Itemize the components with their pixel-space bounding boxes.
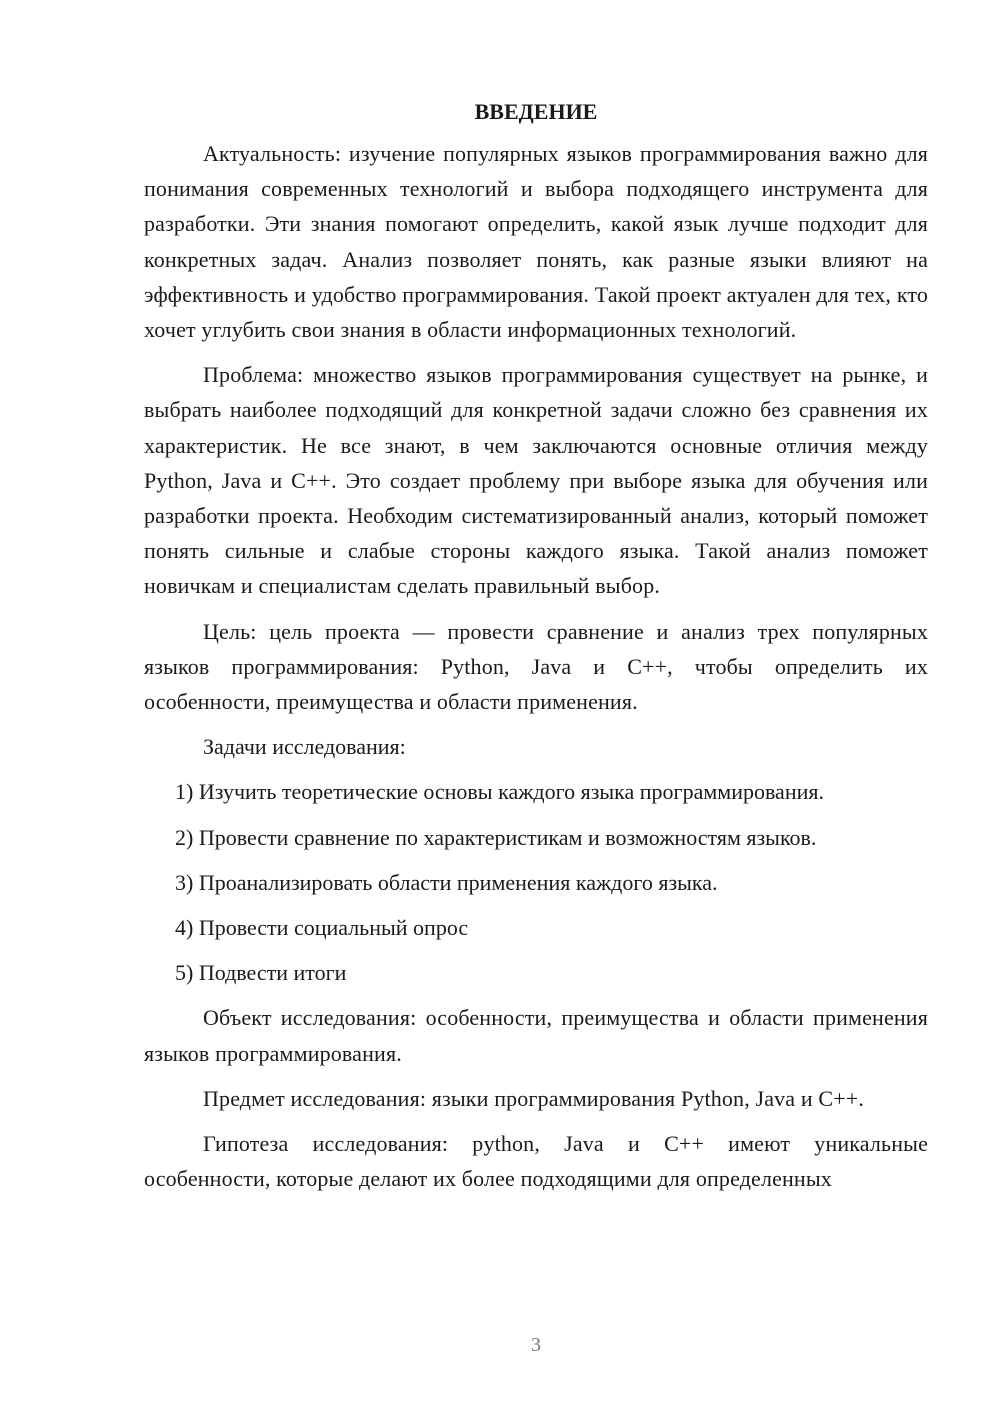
task-item: 4) Провести социальный опрос: [175, 915, 469, 941]
problem-paragraph: Проблема: множество языков программирования существует на рынке, и выбрать наиболее подходящий для конкретной задачи сложно без сравнения их характеристик. Не все знают, в чем заключаются основные отличия между Python, Java и C++. Это создает проблему при выборе языка для обучения или разработки проекта. Необходим систематизированный анализ, который поможет понять сильные и слабые стороны каждого языка. Такой анализ поможет новичкам и специалистам сделать правильный выбор.: [144, 362, 928, 599]
subject-paragraph: Предмет исследования: языки программирования Python, Java и C++.: [203, 1085, 865, 1111]
page-number: 3: [531, 1334, 541, 1356]
tasks-list: [144, 774, 928, 990]
hypothesis-paragraph: Гипотеза исследования: python, Java и C++ имеют уникальные особенности, которые делают их более подходящими для определенных: [144, 1131, 928, 1192]
tasks-heading: Задачи исследования:: [203, 734, 406, 760]
goal-paragraph: Цель: цель проекта — провести сравнение и анализ трех популярных языков программирования: Python, Java и C++, чтобы определить их особенности, преимущества и области применения.: [144, 618, 928, 715]
task-item: 1) Изучить теоретические основы каждого языка программирования.: [175, 779, 824, 805]
page-content: [144, 96, 928, 1196]
task-item: 2) Провести сравнение по характеристикам и возможностям языков.: [175, 824, 817, 850]
object-paragraph: Объект исследования: особенности, преимущества и области применения языков программирования.: [144, 1005, 928, 1066]
task-item: 3) Проанализировать области применения каждого языка.: [175, 869, 718, 895]
section-heading: ВВЕДЕНИЕ: [474, 99, 598, 124]
relevance-paragraph: Актуальность: изучение популярных языков программирования важно для понимания современных технологий и выбора подходящего инструмента для разработки. Эти знания помогают определить, какой язык лучше подходит для конкретных задач. Анализ позволяет понять, как разные языки влияют на эффективность и удобство программирования. Такой проект актуален для тех, кто хочет углубить свои знания в области информационных технологий.: [144, 141, 928, 343]
task-item: 5) Подвести итоги: [175, 960, 347, 986]
